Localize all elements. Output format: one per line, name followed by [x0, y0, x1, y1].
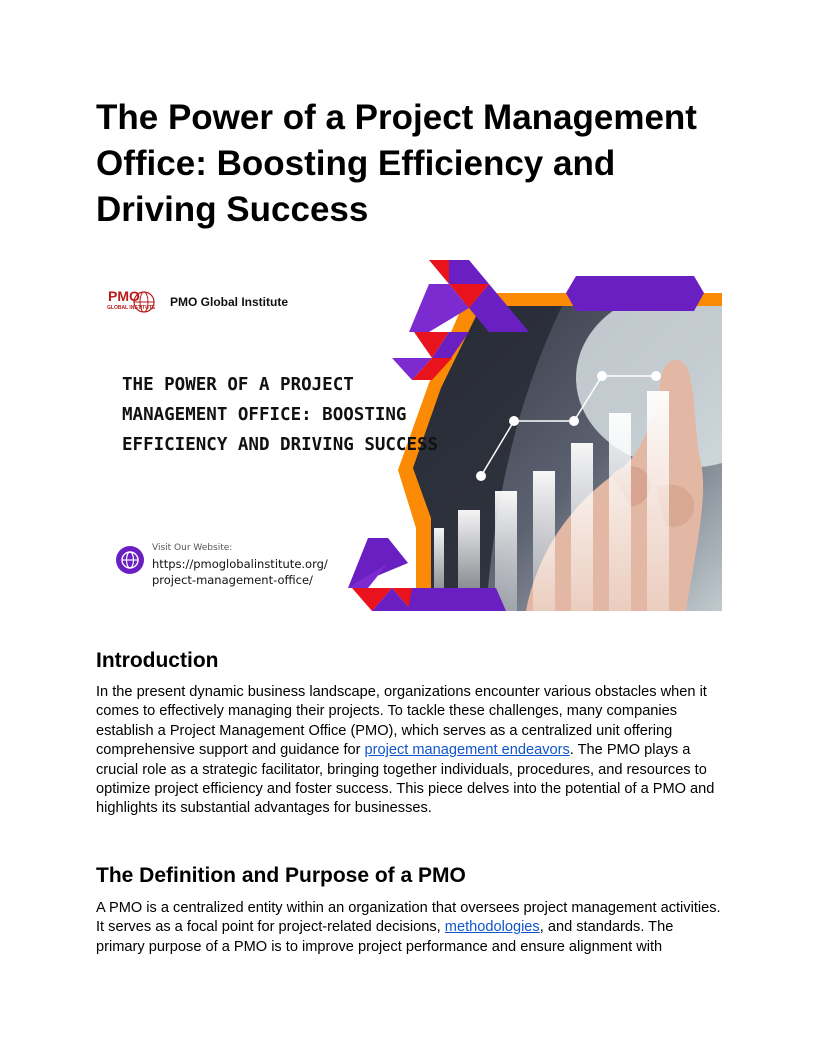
intro-text-b: . The PMO plays a crucial role as a strategic facilitator, bringing together individuals, procedures, and resources to optimize project efficiency and foster success. This piece delves into the potential of a PMO and highlights its substantial advantages for businesses. — [96, 742, 715, 817]
document-title: The Power of a Project Management Office: Boosting Efficiency and Driving Success — [96, 98, 697, 229]
section-heading-introduction: Introduction — [96, 649, 219, 672]
logo-sub: GLOBAL INSTITUTE — [107, 305, 156, 311]
banner-headline-line-3: EFFICIENCY AND DRIVING SUCCESS — [122, 435, 439, 455]
logo-mark: PMO — [108, 288, 140, 304]
section-body-definition — [96, 899, 722, 957]
banner-headline-line-1: THE POWER OF A PROJECT — [122, 375, 354, 395]
logo-name: PMO Global Institute — [170, 295, 289, 309]
intro-text-a: In the present dynamic business landscape, organizations encounter various obstacles when it comes to effectively managing their projects. To tackle these challenges, many companies establish a Project Management Office (PMO), which serves as a centralized unit offering comprehensive support and guidance for — [96, 684, 707, 759]
top-purple-bar — [566, 276, 704, 311]
section-body-introduction — [96, 683, 722, 819]
link-project-management-endeavors[interactable]: project management endeavors — [364, 742, 570, 759]
section-heading-definition: The Definition and Purpose of a PMO — [96, 864, 466, 887]
banner-headline-line-2: MANAGEMENT OFFICE: BOOSTING — [122, 405, 407, 425]
url-line-2: project-management-office/ — [152, 573, 313, 587]
banner-image — [96, 258, 722, 611]
definition-text-a: A PMO is a centralized entity within an organization that oversees project management activities. It serves as a focal point for project-related decisions, — [96, 900, 721, 936]
url-line-1: https://pmoglobalinstitute.org/ — [152, 557, 328, 571]
link-methodologies[interactable]: methodologies — [444, 919, 540, 936]
definition-text-b: , and standards. The primary purpose of a PMO is to improve project performance and ensure alignment with — [96, 919, 674, 955]
visit-label: Visit Our Website: — [152, 543, 233, 553]
